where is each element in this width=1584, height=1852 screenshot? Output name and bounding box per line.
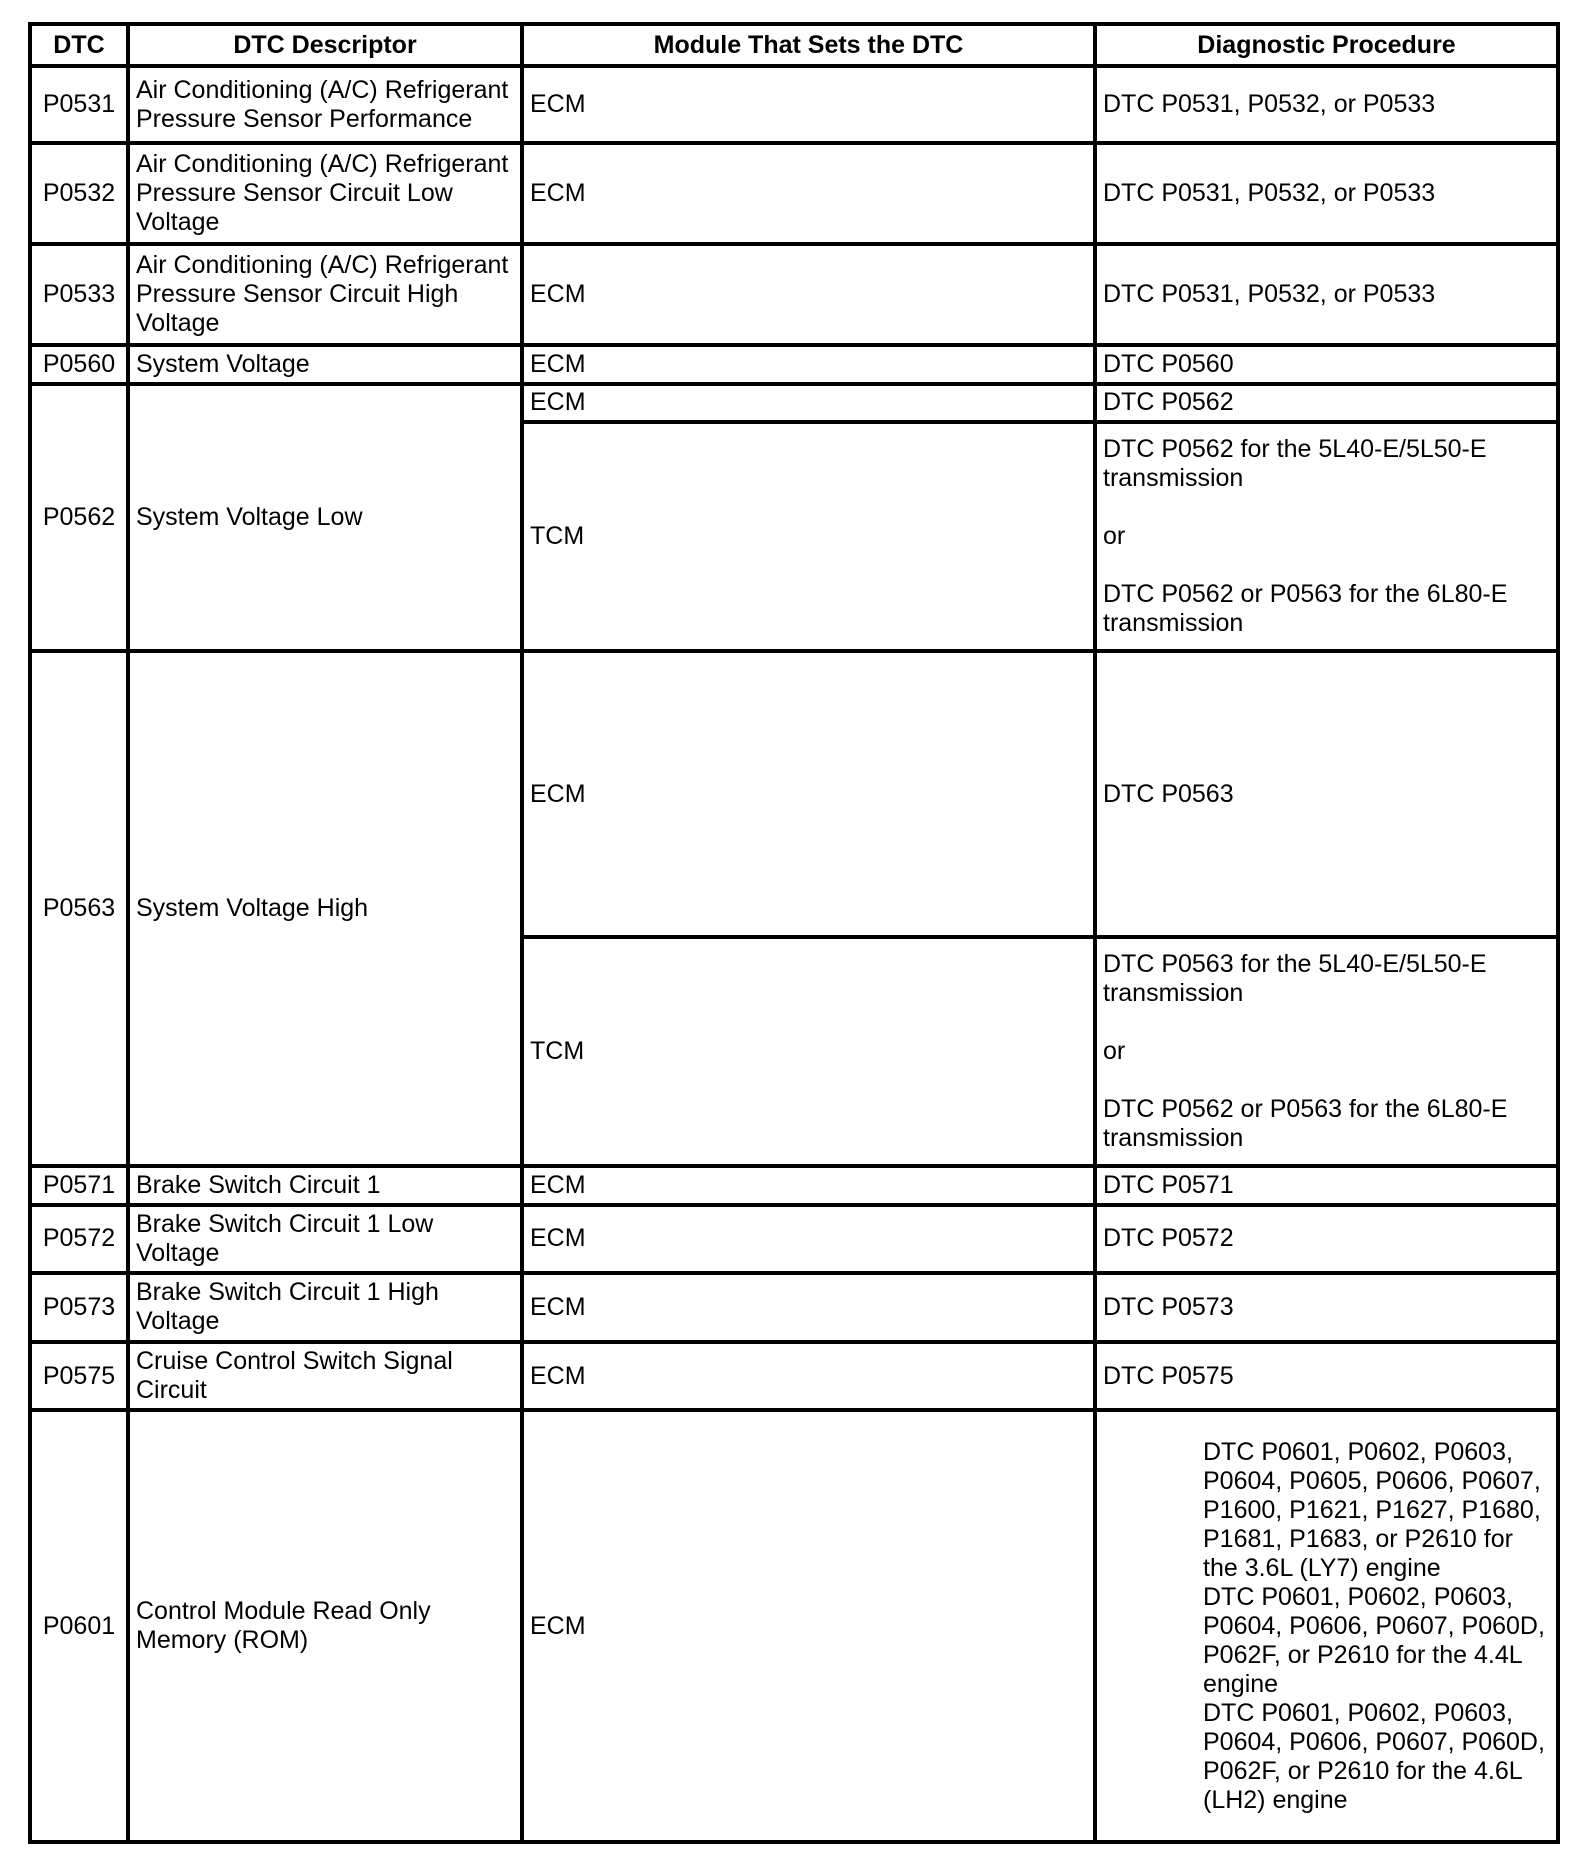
procedure-cell: DTC P0531, P0532, or P0533 [1095,66,1558,143]
procedure-cell: DTC P0531, P0532, or P0533 [1095,244,1558,345]
module-cell: ECM [522,1342,1095,1411]
table-row [30,66,1558,143]
procedure-cell: DTC P0562 [1095,384,1558,423]
descriptor-line: Air Conditioning (A/C) Refrigerant [136,150,509,179]
procedure-line: P0604, P0605, P0606, P0607, [1203,1466,1541,1495]
module-cell: TCM [522,422,1095,651]
procedure-line: DTC P0601, P0602, P0603, [1203,1437,1513,1466]
procedure-cell: DTC P0560 [1095,345,1558,384]
descriptor-line: Circuit [136,1376,207,1405]
procedure-cell [1095,1410,1558,1842]
procedure-line: P062F, or P2610 for the 4.6L [1203,1756,1523,1785]
descriptor-line: Pressure Sensor Circuit High [136,279,459,308]
dtc-descriptor [128,1342,522,1411]
dtc-code: P0532 [30,143,128,244]
table-row [30,384,1558,423]
procedure-line: DTC P0601, P0602, P0603, [1203,1698,1513,1727]
dtc-descriptor [128,1273,522,1342]
dtc-descriptor [128,345,522,384]
dtc-descriptor [128,244,522,345]
procedure-line: transmission [1103,978,1244,1007]
procedure-line: (LH2) engine [1203,1785,1348,1814]
procedure-cell: DTC P0571 [1095,1166,1558,1205]
table-row [30,1273,1558,1342]
dtc-code: P0560 [30,345,128,384]
dtc-descriptor [128,1205,522,1274]
procedure-line: DTC P0562 or P0563 for the 6L80-E [1103,580,1508,609]
procedure-line: engine [1203,1669,1279,1698]
module-cell: TCM [522,937,1095,1166]
table-row [30,1166,1558,1205]
module-cell: ECM [522,1410,1095,1842]
dtc-code: P0601 [30,1410,128,1842]
table-row [30,1205,1558,1274]
procedure-line: transmission [1103,609,1244,638]
procedure-line: transmission [1103,464,1244,493]
procedure-line: P0604, P0606, P0607, P060D, [1203,1727,1545,1756]
descriptor-line: Air Conditioning (A/C) Refrigerant [136,75,509,104]
header-row [30,24,1558,66]
procedure-gap [1103,1066,1550,1095]
dtc-code: P0575 [30,1342,128,1411]
descriptor-line: System Voltage High [136,894,369,923]
dtc-code: P0563 [30,651,128,1166]
procedure-cell: DTC P0563 [1095,651,1558,936]
header-dtc: DTC [30,24,128,66]
procedure-line: the 3.6L (LY7) engine [1203,1553,1441,1582]
module-cell: ECM [522,651,1095,936]
dtc-descriptor [128,143,522,244]
dtc-code: P0573 [30,1273,128,1342]
procedure-line: P062F, or P2610 for the 4.4L [1203,1640,1523,1669]
dtc-descriptor [128,66,522,143]
descriptor-line: Control Module Read Only [136,1597,431,1626]
dtc-table [28,22,1560,1844]
descriptor-line: Air Conditioning (A/C) Refrigerant [136,250,509,279]
procedure-line: DTC P0601, P0602, P0603, [1203,1582,1513,1611]
descriptor-line: Cruise Control Switch Signal [136,1347,453,1376]
module-cell: ECM [522,244,1095,345]
table-row [30,1342,1558,1411]
table-row [30,1410,1558,1842]
table-row [30,244,1558,345]
procedure-gap [1103,1008,1550,1037]
descriptor-line: Voltage [136,208,220,237]
module-cell: ECM [522,143,1095,244]
procedure-line: DTC P0562 for the 5L40-E/5L50-E [1103,435,1487,464]
table-row [30,143,1558,244]
module-cell: ECM [522,1166,1095,1205]
dtc-descriptor [128,1166,522,1205]
procedure-gap [1103,493,1550,522]
table-row [30,651,1558,936]
table-row [30,345,1558,384]
header-descriptor: DTC Descriptor [128,24,522,66]
procedure-line: P1600, P1621, P1627, P1680, [1203,1495,1541,1524]
procedure-line: DTC P0563 for the 5L40-E/5L50-E [1103,949,1487,978]
procedure-line: or [1103,1036,1126,1065]
module-cell: ECM [522,66,1095,143]
dtc-descriptor [128,384,522,652]
module-cell: ECM [522,1273,1095,1342]
procedure-line: or [1103,522,1126,551]
procedure-line: P1681, P1683, or P2610 for [1203,1524,1513,1553]
header-procedure: Diagnostic Procedure [1095,24,1558,66]
descriptor-line: System Voltage [136,349,310,378]
procedure-line: P0604, P0606, P0607, P060D, [1203,1611,1545,1640]
dtc-descriptor [128,1410,522,1842]
module-cell: ECM [522,384,1095,423]
dtc-descriptor [128,651,522,1166]
dtc-code: P0572 [30,1205,128,1274]
descriptor-line: Brake Switch Circuit 1 Low [136,1209,434,1238]
procedure-line: transmission [1103,1123,1244,1152]
procedure-cell: DTC P0575 [1095,1342,1558,1411]
header-module: Module That Sets the DTC [522,24,1095,66]
procedure-cell: DTC P0572 [1095,1205,1558,1274]
descriptor-line: Pressure Sensor Circuit Low [136,179,453,208]
descriptor-line: System Voltage Low [136,502,363,531]
procedure-cell [1095,937,1558,1166]
dtc-code: P0531 [30,66,128,143]
descriptor-line: Voltage [136,1307,220,1336]
module-cell: ECM [522,1205,1095,1274]
procedure-cell: DTC P0573 [1095,1273,1558,1342]
dtc-code: P0533 [30,244,128,345]
descriptor-line: Voltage [136,1238,220,1267]
descriptor-line: Memory (ROM) [136,1626,309,1655]
descriptor-line: Brake Switch Circuit 1 [136,1170,381,1199]
descriptor-line: Pressure Sensor Performance [136,104,473,133]
module-cell: ECM [522,345,1095,384]
dtc-code: P0562 [30,384,128,652]
procedure-cell [1095,422,1558,651]
descriptor-line: Voltage [136,308,220,337]
procedure-cell: DTC P0531, P0532, or P0533 [1095,143,1558,244]
procedure-line: DTC P0562 or P0563 for the 6L80-E [1103,1094,1508,1123]
procedure-gap [1103,551,1550,580]
descriptor-line: Brake Switch Circuit 1 High [136,1278,439,1307]
dtc-code: P0571 [30,1166,128,1205]
